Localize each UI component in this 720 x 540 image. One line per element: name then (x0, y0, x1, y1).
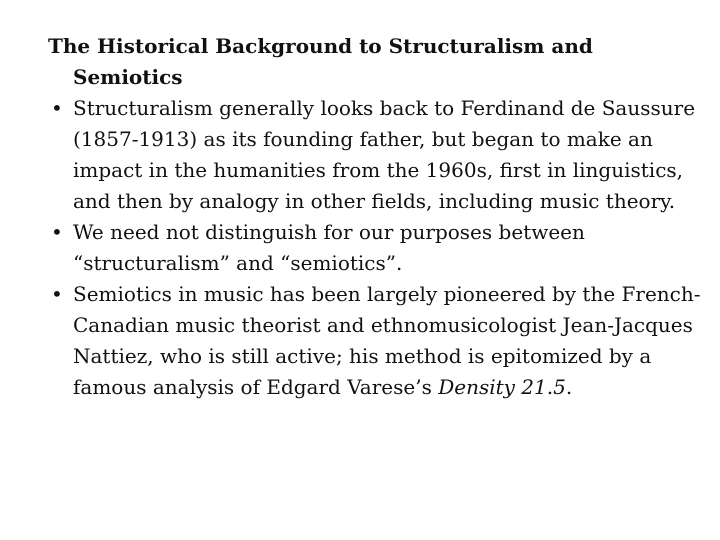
bullet-text: Semiotics in music has been largely pioneered by the French-Canadian music theorist and ethnomusicologist Jean-Jacques Nattiez, who is still active; his method is epitomized by a famous analysis of Edgard Varese’s (73, 282, 701, 399)
bullet-text: We need not distinguish for our purposes between “structuralism” and “semiotics”. (73, 220, 585, 275)
bullet-item (48, 279, 708, 403)
slide-content (48, 31, 708, 403)
bullet-text: Structuralism generally looks back to Ferdinand de Saussure (1857-1913) as its founding father, but began to make an impact in the humanities from the 1960s, first in linguistics, and then by analogy in other fields, including music theory. (73, 96, 696, 213)
bullet-item (48, 93, 708, 217)
bullet-item (48, 217, 708, 279)
bullet-list (48, 93, 708, 403)
slide-title: The Historical Background to Structuralism and Semiotics (48, 34, 593, 89)
bullet-suffix: . (565, 375, 573, 399)
bullet-icon: • (51, 96, 63, 120)
bullet-icon: • (51, 282, 63, 306)
work-title: Density 21.5 (438, 375, 566, 399)
bullet-icon: • (51, 220, 63, 244)
